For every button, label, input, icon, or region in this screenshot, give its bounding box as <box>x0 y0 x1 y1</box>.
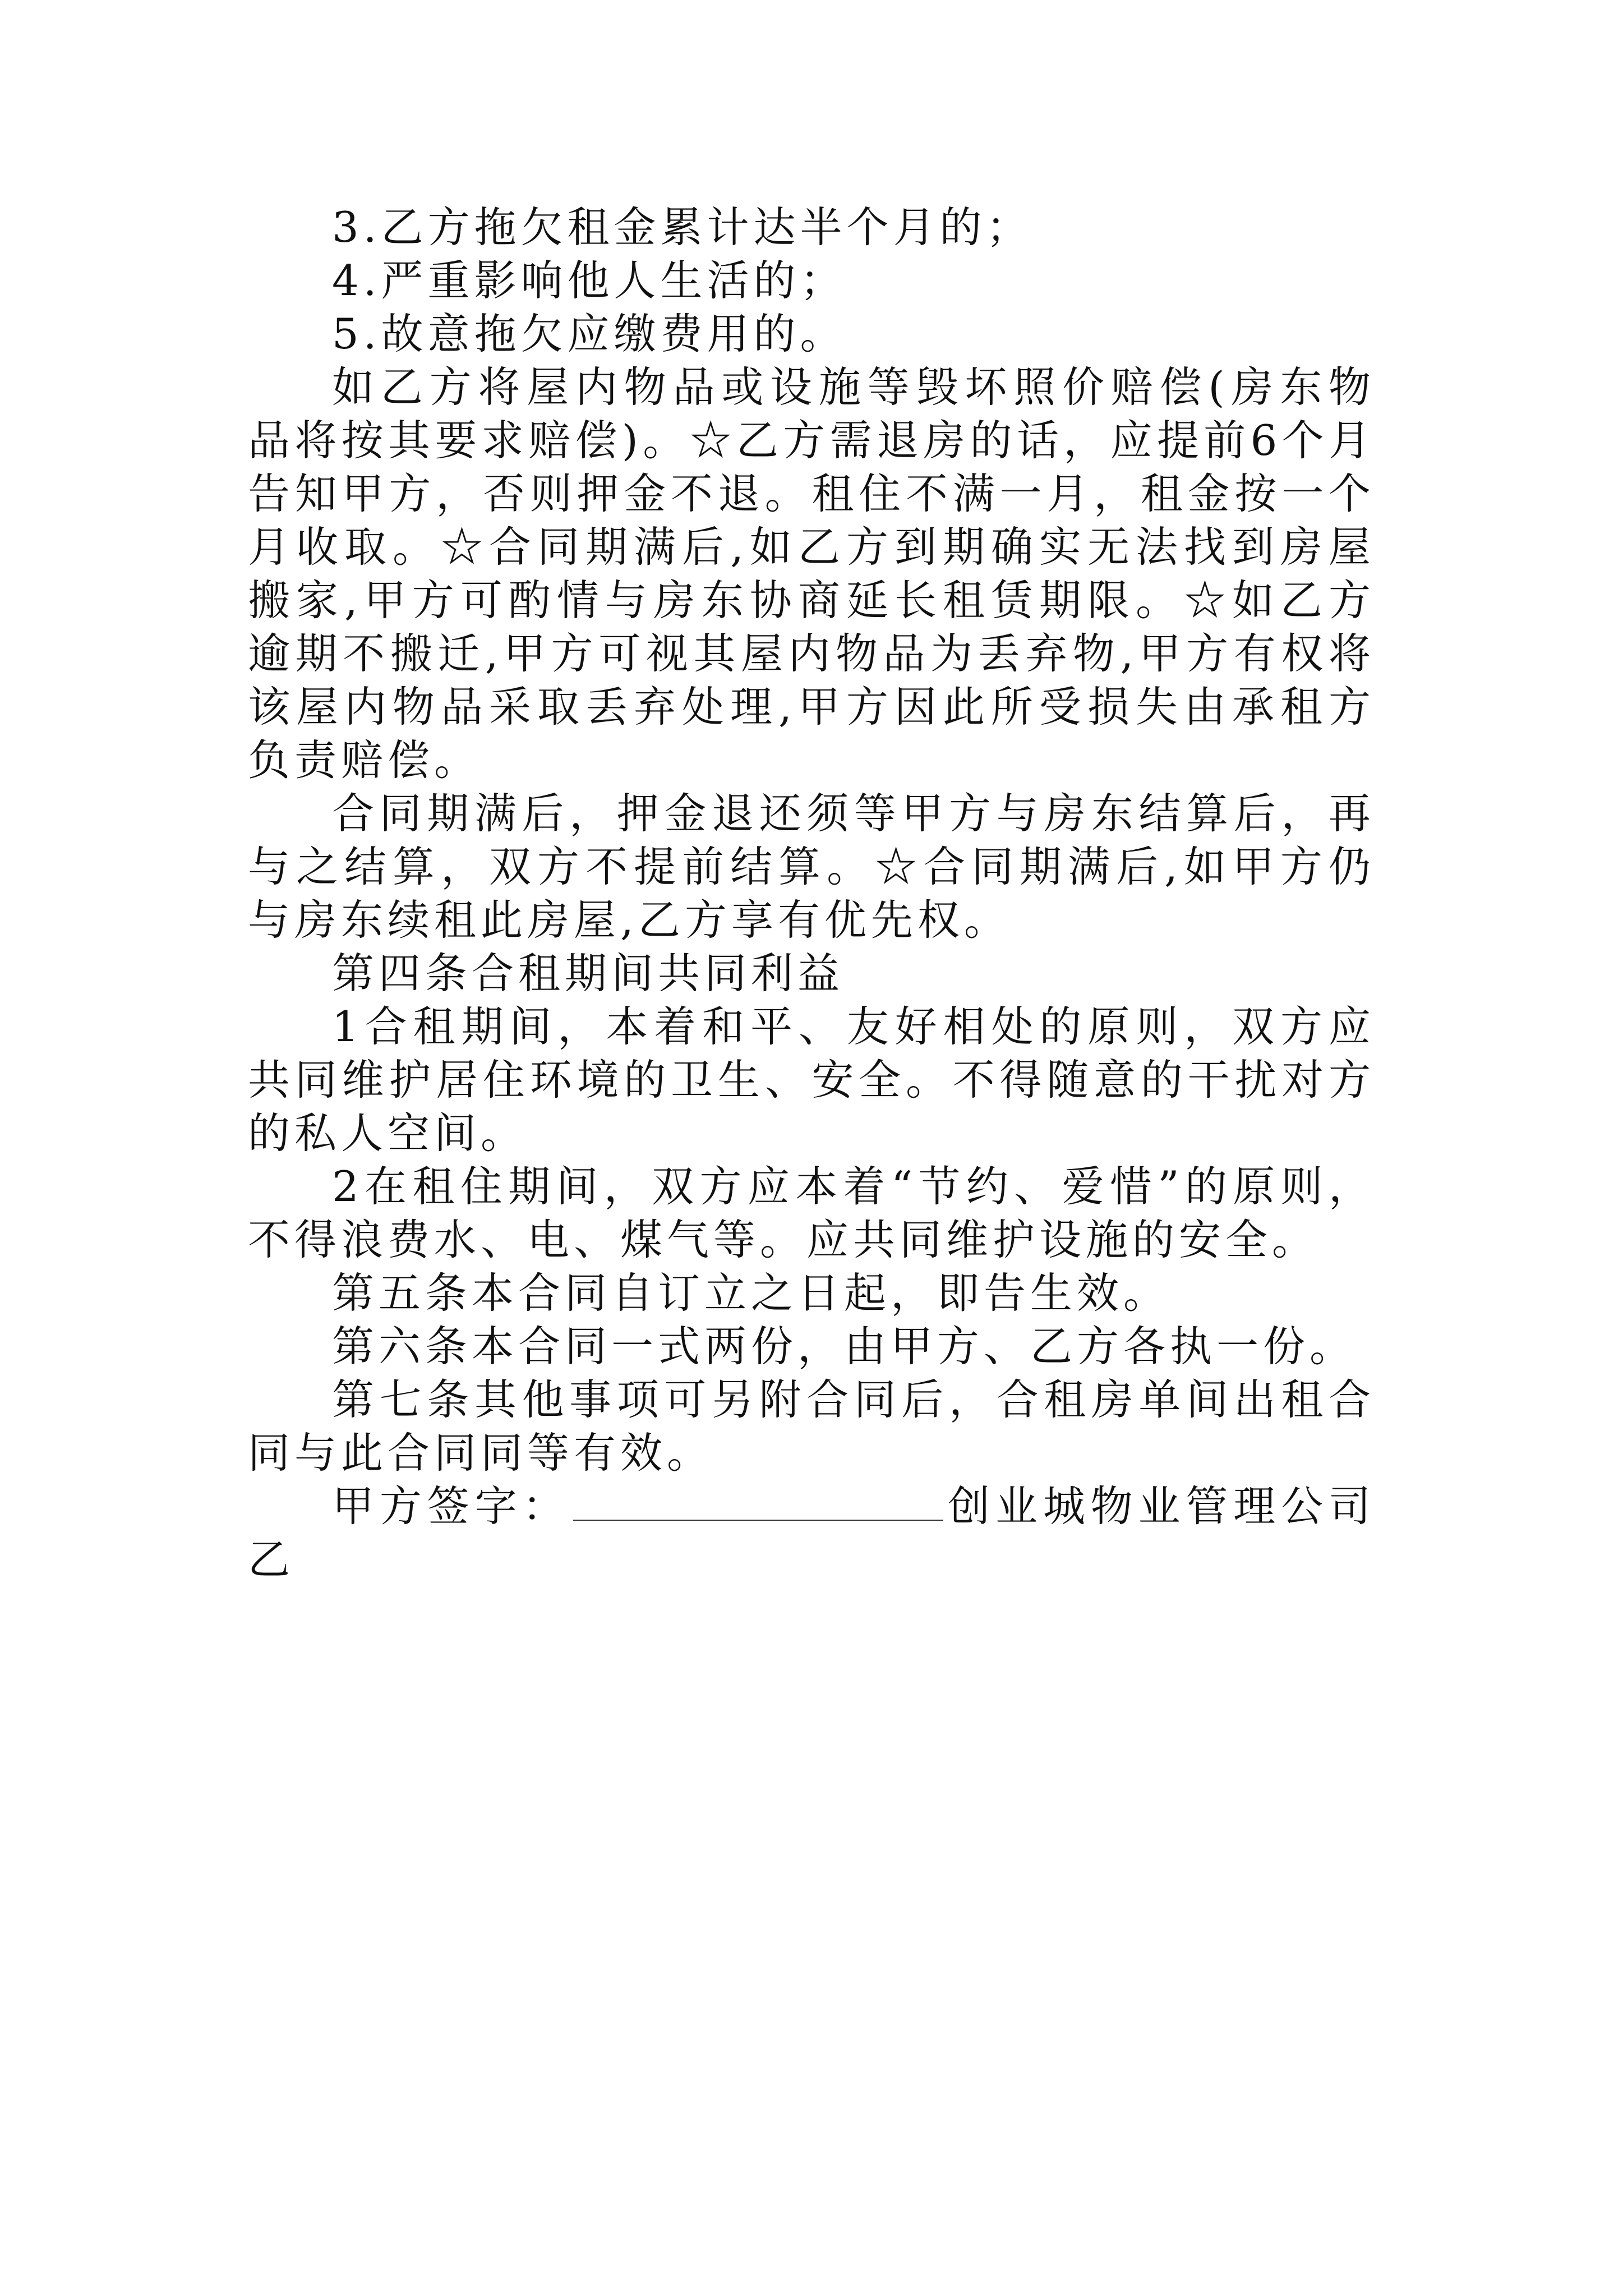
article-6: 第六条本合同一式两份，由甲方、乙方各执一份。 <box>332 1322 1357 1371</box>
signature-line-tail: 创业城物业管理公司乙 <box>248 1481 1375 1584</box>
article-4-item-1: 1合租期间，本着和平、友好相处的原则，双方应共同维护居住环境的卫生、安全。不得随意的干扰对方的私人空间。 <box>248 1002 1375 1158</box>
clause-item-5: 5.故意拖欠应缴费用的。 <box>332 309 847 358</box>
clause-item-3: 3.乙方拖欠租金累计达半个月的； <box>332 203 1033 252</box>
party-a-signature-blank[interactable] <box>573 1484 943 1521</box>
article-5: 第五条本合同自订立之日起，即告生效。 <box>332 1268 1170 1318</box>
clause-item-4: 4.严重影响他人生活的； <box>332 256 847 305</box>
party-a-signature-label: 甲方签字： <box>332 1481 570 1531</box>
signature-line <box>248 1480 1375 1586</box>
article-7: 第七条其他事项可另附合同后，合租房单间出租合同与此合同同等有效。 <box>248 1375 1375 1478</box>
document-body <box>248 201 1375 1586</box>
article-4-heading: 第四条合租期间共同利益 <box>332 949 845 998</box>
deposit-settlement-paragraph: 合同期满后，押金退还须等甲方与房东结算后，再与之结算，双方不提前结算。☆合同期满后,如甲方仍与房东续租此房屋,乙方享有优先权。 <box>248 789 1375 945</box>
article-4-item-2: 2在租住期间，双方应本着“节约、爱惜”的原则，不得浪费水、电、煤气等。应共同维护设施的安全。 <box>248 1162 1375 1264</box>
damage-and-checkout-paragraph: 如乙方将屋内物品或设施等毁坏照价赔偿(房东物品将按其要求赔偿)。☆乙方需退房的话，应提前6个月告知甲方，否则押金不退。租住不满一月，租金按一个月收取。☆合同期满后,如乙方到期确实无法找到房屋搬家,甲方可酌情与房东协商延长租赁期限。☆如乙方逾期不搬迁,甲方可视其屋内物品为丢弃物,甲方有权将该屋内物品采取丢弃处理,甲方因此所受损失由承租方负责赔偿。 <box>248 362 1375 785</box>
